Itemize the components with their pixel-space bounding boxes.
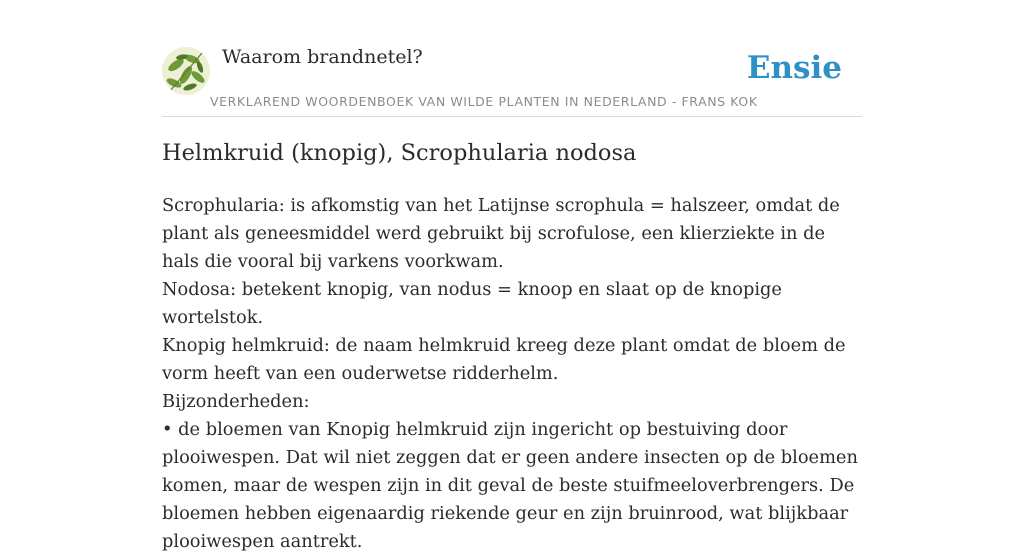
paragraph: Knopig helmkruid: de naam helmkruid kreeg deze plant omdat de bloem de vorm heeft van een ouderwetse ridderhelm. — [162, 335, 846, 384]
entry-title: Helmkruid (knopig), Scrophularia nodosa — [162, 140, 637, 166]
paragraph: • de bloemen van Knopig helmkruid zijn ingericht op bestuiving door plooiwespen. Dat wil niet zeggen dat er geen andere insecten op de bloemen komen, maar de wespen zijn in dit geval de beste stuifmeeloverbrengers. De bloemen hebben eigenaardig riekende geur en zijn bruinrood, wat blijkbaar plooiwespen aantrekt. — [162, 419, 858, 552]
dictionary-subtitle[interactable]: VERKLAREND WOORDENBOEK VAN WILDE PLANTEN IN NEDERLAND - FRANS KOK — [210, 94, 758, 109]
paragraph: Scrophularia: is afkomstig van het Latijnse scrophula = halszeer, omdat de plant als geneesmiddel werd gebruikt bij scrofulose, een klierziekte in de hals die vooral bij varkens voorkwam. — [162, 195, 840, 272]
paragraph: Bijzonderheden: — [162, 391, 310, 412]
plant-leaves-icon[interactable] — [162, 47, 210, 95]
site-header — [162, 0, 862, 117]
site-title[interactable]: Waarom brandnetel? — [222, 46, 423, 68]
entry-body — [162, 192, 862, 556]
page — [162, 0, 862, 552]
paragraph: Nodosa: betekent knopig, van nodus = knoop en slaat op de knopige wortelstok. — [162, 279, 782, 328]
ensie-logo[interactable]: Ensie — [746, 50, 842, 86]
